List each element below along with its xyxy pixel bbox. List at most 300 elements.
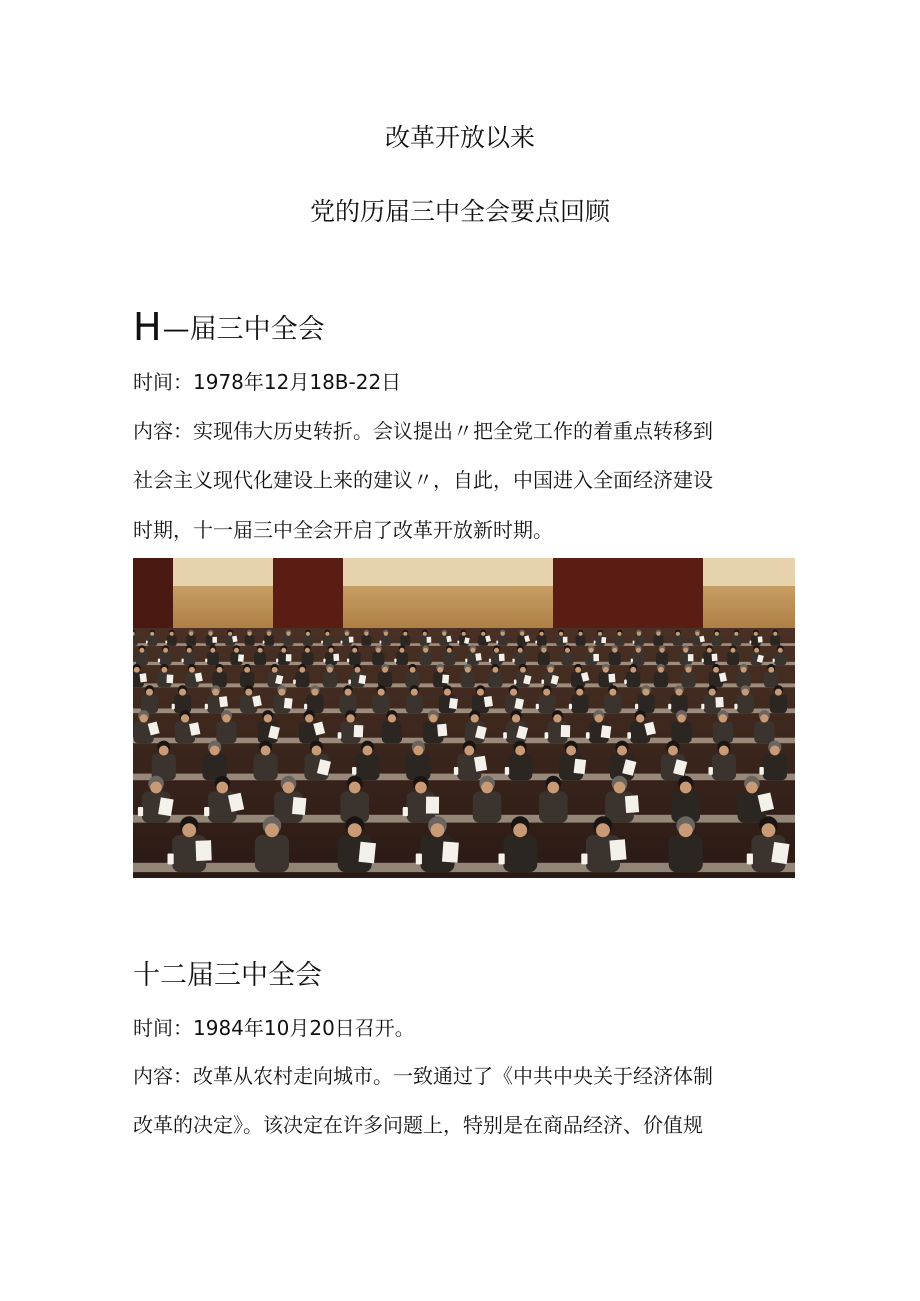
delegate-face bbox=[413, 746, 423, 756]
tea-cup bbox=[631, 659, 633, 663]
paper bbox=[442, 675, 449, 684]
paper bbox=[437, 724, 447, 737]
delegate-body bbox=[669, 835, 703, 872]
delegate-face bbox=[492, 667, 498, 673]
delegate-body bbox=[406, 694, 423, 713]
paper bbox=[426, 797, 439, 814]
delegate-face bbox=[352, 648, 357, 653]
tea-cup bbox=[165, 641, 167, 644]
paper bbox=[442, 842, 459, 863]
section-content-line: 改革的决定》。该决定在许多问题上，特别是在商品经济、价值规 bbox=[133, 1113, 703, 1137]
delegate-face bbox=[603, 667, 609, 673]
delegate-face bbox=[305, 714, 313, 722]
delegate-body bbox=[186, 635, 196, 646]
delegate-body bbox=[727, 652, 739, 665]
paper bbox=[561, 725, 571, 737]
delegate-body bbox=[136, 652, 148, 665]
delegate-body bbox=[133, 635, 138, 646]
delegate-face bbox=[680, 782, 692, 794]
tea-cup bbox=[263, 641, 265, 644]
delegate-body bbox=[737, 694, 754, 713]
delegate-body bbox=[713, 721, 733, 743]
tea-cup bbox=[747, 854, 753, 865]
document-title-line1: 改革开放以来 bbox=[384, 123, 535, 152]
delegate-body bbox=[514, 652, 526, 665]
delegate-face bbox=[520, 632, 524, 636]
delegate-body bbox=[538, 652, 550, 665]
delegate-face bbox=[630, 667, 636, 673]
paper bbox=[212, 637, 217, 643]
tea-cup bbox=[702, 659, 704, 663]
delegate-body bbox=[615, 635, 625, 646]
tea-cup bbox=[454, 767, 458, 775]
delegate-face bbox=[676, 632, 680, 636]
delegate-face bbox=[609, 689, 616, 696]
tea-cup bbox=[138, 807, 143, 816]
delegate-face bbox=[181, 714, 189, 722]
delegate-face bbox=[311, 689, 318, 696]
delegate-body bbox=[382, 721, 402, 743]
delegate-body bbox=[372, 652, 384, 665]
delegate-face bbox=[770, 746, 780, 756]
tea-cup bbox=[624, 680, 627, 685]
delegate-face bbox=[746, 782, 758, 794]
delegate-face bbox=[768, 667, 774, 673]
delegate-body bbox=[508, 754, 532, 780]
delegate-body bbox=[323, 672, 337, 688]
delegate-face bbox=[471, 714, 479, 722]
delegate-face bbox=[170, 632, 174, 636]
delegate-face bbox=[513, 823, 527, 837]
delegate-face bbox=[345, 632, 349, 636]
paper bbox=[484, 696, 493, 707]
tea-cup bbox=[457, 641, 459, 644]
delegate-face bbox=[140, 714, 148, 722]
section-content-line: 时期，十一届三中全会开启了改革开放新时期。 bbox=[133, 518, 553, 542]
delegate-face bbox=[189, 632, 193, 636]
delegate-body bbox=[654, 672, 668, 688]
tea-cup bbox=[182, 659, 184, 663]
tea-cup bbox=[204, 807, 209, 816]
delegate-face bbox=[642, 689, 649, 696]
tea-cup bbox=[668, 704, 671, 709]
tea-cup bbox=[759, 767, 763, 775]
delegate-body bbox=[183, 652, 195, 665]
tea-cup bbox=[394, 659, 396, 663]
tea-cup bbox=[352, 767, 356, 775]
paper bbox=[349, 637, 354, 643]
tea-cup bbox=[146, 641, 148, 644]
paper bbox=[358, 675, 366, 684]
delegate-face bbox=[244, 667, 250, 673]
tea-cup bbox=[535, 641, 537, 644]
delegate-body bbox=[763, 754, 787, 780]
delegate-face bbox=[760, 714, 768, 722]
delegate-face bbox=[731, 648, 736, 653]
delegate-body bbox=[774, 652, 786, 665]
delegate-body bbox=[340, 694, 357, 713]
delegate-face bbox=[281, 648, 286, 653]
delegate-body bbox=[216, 721, 236, 743]
delegate-face bbox=[464, 746, 474, 756]
tea-cup bbox=[505, 767, 509, 775]
delegate-face bbox=[447, 648, 452, 653]
delegate-body bbox=[671, 694, 688, 713]
delegate-face bbox=[228, 632, 232, 636]
delegate-face bbox=[559, 632, 563, 636]
delegate-face bbox=[410, 667, 416, 673]
curtain-right bbox=[553, 558, 703, 636]
tea-cup bbox=[341, 641, 343, 644]
delegate-face bbox=[778, 648, 783, 653]
delegate-face bbox=[676, 689, 683, 696]
tea-cup bbox=[545, 732, 549, 738]
delegate-body bbox=[770, 694, 787, 713]
delegate-face bbox=[668, 746, 678, 756]
delegate-body bbox=[400, 635, 410, 646]
tea-cup bbox=[749, 641, 751, 644]
delegate-face bbox=[470, 648, 475, 653]
delegate-body bbox=[255, 835, 289, 872]
delegate-face bbox=[382, 667, 388, 673]
delegate-face bbox=[216, 782, 228, 794]
delegate-face bbox=[695, 632, 699, 636]
heading-prefix: H bbox=[133, 305, 163, 349]
delegate-body bbox=[561, 652, 573, 665]
delegate-face bbox=[679, 823, 693, 837]
delegate-body bbox=[147, 635, 157, 646]
delegate-face bbox=[510, 689, 517, 696]
paper bbox=[593, 654, 599, 661]
delegate-face bbox=[518, 648, 523, 653]
delegate-face bbox=[222, 714, 230, 722]
delegate-face bbox=[134, 667, 140, 673]
delegate-face bbox=[677, 714, 685, 722]
delegate-face bbox=[384, 632, 388, 636]
paper bbox=[574, 759, 587, 774]
delegate-body bbox=[212, 672, 226, 688]
delegate-face bbox=[541, 648, 546, 653]
delegate-face bbox=[543, 689, 550, 696]
delegate-face bbox=[163, 648, 168, 653]
tea-cup bbox=[503, 732, 507, 738]
delegate-body bbox=[653, 635, 663, 646]
delegate-body bbox=[671, 721, 691, 743]
paper bbox=[563, 637, 568, 643]
delegate-face bbox=[660, 648, 665, 653]
tea-cup bbox=[701, 704, 704, 709]
section-content-line: 内容：实现伟大历史转折。会议提出〃把全党工作的着重点转移到 bbox=[133, 419, 713, 443]
paper bbox=[499, 654, 505, 661]
delegate-body bbox=[473, 791, 502, 822]
paper bbox=[284, 698, 293, 709]
paper bbox=[427, 637, 432, 643]
paper bbox=[286, 654, 292, 661]
delegate-body bbox=[461, 672, 475, 688]
tea-cup bbox=[594, 641, 596, 644]
section-content-line: 内容：改革从农村走向城市。一致通过了《中共中央关于经济体制 bbox=[133, 1064, 713, 1088]
delegate-body bbox=[303, 635, 313, 646]
delegate-body bbox=[538, 694, 555, 713]
delegate-face bbox=[481, 782, 493, 794]
delegate-body bbox=[160, 652, 172, 665]
delegate-face bbox=[355, 667, 361, 673]
delegate-body bbox=[396, 652, 408, 665]
tea-cup bbox=[380, 641, 382, 644]
delegate-body bbox=[245, 635, 255, 646]
paper bbox=[601, 725, 612, 738]
delegate-face bbox=[540, 632, 544, 636]
tea-cup bbox=[499, 854, 505, 865]
delegate-body bbox=[712, 754, 736, 780]
delegate-face bbox=[286, 632, 290, 636]
delegate-face bbox=[595, 714, 603, 722]
paper bbox=[688, 654, 694, 661]
delegate-face bbox=[283, 782, 295, 794]
delegate-face bbox=[345, 689, 352, 696]
delegate-face bbox=[612, 648, 617, 653]
paper bbox=[474, 756, 487, 772]
delegate-face bbox=[265, 823, 279, 837]
delegate-face bbox=[388, 714, 396, 722]
delegate-face bbox=[754, 648, 759, 653]
delegate-face bbox=[264, 714, 272, 722]
delegate-face bbox=[566, 746, 576, 756]
meeting-photo bbox=[133, 558, 795, 878]
paper bbox=[359, 842, 376, 864]
delegate-face bbox=[423, 632, 427, 636]
delegate-face bbox=[325, 632, 329, 636]
delegate-face bbox=[754, 632, 758, 636]
document-title-line2: 党的历届三中全会要点回顾 bbox=[309, 197, 610, 226]
delegate-face bbox=[437, 667, 443, 673]
delegate-body bbox=[604, 694, 621, 713]
delegate-face bbox=[773, 632, 777, 636]
delegate-face bbox=[209, 632, 213, 636]
delegate-face bbox=[494, 648, 499, 653]
paper bbox=[238, 654, 244, 662]
delegate-face bbox=[617, 632, 621, 636]
delegate-body bbox=[609, 652, 621, 665]
delegate-body bbox=[254, 652, 266, 665]
delegate-body bbox=[656, 652, 668, 665]
delegate-face bbox=[719, 714, 727, 722]
delegate-face bbox=[210, 648, 215, 653]
delegate-face bbox=[161, 667, 167, 673]
delegate-face bbox=[686, 667, 692, 673]
tea-cup bbox=[338, 732, 342, 738]
delegate-body bbox=[349, 652, 361, 665]
delegate-face bbox=[150, 632, 154, 636]
delegate-body bbox=[576, 635, 586, 646]
delegate-face bbox=[189, 667, 195, 673]
delegate-face bbox=[423, 648, 428, 653]
tea-cup bbox=[489, 659, 491, 663]
delegate-body bbox=[207, 652, 219, 665]
delegate-face bbox=[617, 746, 627, 756]
delegate-face bbox=[305, 648, 310, 653]
tea-cup bbox=[569, 704, 572, 709]
delegate-body bbox=[264, 635, 274, 646]
delegate-face bbox=[400, 648, 405, 653]
delegate-face bbox=[364, 632, 368, 636]
delegate-face bbox=[598, 632, 602, 636]
delegate-face bbox=[501, 632, 505, 636]
delegate-face bbox=[719, 746, 729, 756]
tea-cup bbox=[514, 680, 517, 685]
delegate-face bbox=[415, 782, 427, 794]
tea-cup bbox=[541, 680, 544, 685]
delegate-face bbox=[741, 667, 747, 673]
paper bbox=[758, 636, 763, 642]
paper bbox=[475, 653, 481, 661]
delegate-face bbox=[430, 823, 444, 837]
delegate-body bbox=[378, 672, 392, 688]
delegate-body bbox=[253, 754, 277, 780]
delegate-face bbox=[261, 746, 271, 756]
delegate-face bbox=[348, 823, 362, 837]
meeting-photo-illustration bbox=[133, 558, 795, 878]
delegate-face bbox=[146, 689, 153, 696]
delegate-body bbox=[167, 635, 177, 646]
delegate-body bbox=[498, 635, 508, 646]
section-time: 时间：1984年10月20日召开。 bbox=[133, 1016, 415, 1040]
delegate-body bbox=[488, 672, 502, 688]
delegate-face bbox=[217, 667, 223, 673]
delegate-face bbox=[512, 714, 520, 722]
delegate-face bbox=[636, 648, 641, 653]
delegate-face bbox=[614, 782, 626, 794]
delegate-face bbox=[658, 667, 664, 673]
tea-cup bbox=[496, 641, 498, 644]
delegate-body bbox=[626, 672, 640, 688]
delegate-body bbox=[634, 635, 644, 646]
delegate-face bbox=[329, 648, 334, 653]
delegate-face bbox=[245, 689, 252, 696]
tea-cup bbox=[168, 854, 174, 865]
delegate-face bbox=[713, 667, 719, 673]
delegate-face bbox=[312, 746, 322, 756]
delegate-face bbox=[742, 689, 749, 696]
delegate-face bbox=[248, 632, 252, 636]
delegate-face bbox=[376, 648, 381, 653]
paper bbox=[771, 842, 789, 864]
tea-cup bbox=[536, 704, 539, 709]
delegate-face bbox=[378, 689, 385, 696]
delegate-face bbox=[520, 667, 526, 673]
delegate-face bbox=[182, 823, 196, 837]
delegate-body bbox=[770, 635, 780, 646]
delegate-face bbox=[775, 689, 782, 696]
delegate-face bbox=[258, 648, 263, 653]
delegate-body bbox=[503, 835, 537, 872]
delegate-face bbox=[575, 667, 581, 673]
delegate-face bbox=[234, 648, 239, 653]
paper bbox=[449, 698, 458, 709]
delegate-face bbox=[715, 632, 719, 636]
paper bbox=[333, 654, 339, 661]
delegate-face bbox=[465, 667, 471, 673]
delegate-body bbox=[405, 672, 419, 688]
heading-text: —届三中全会 bbox=[162, 314, 325, 345]
delegate-face bbox=[481, 632, 485, 636]
delegate-face bbox=[403, 632, 407, 636]
delegate-body bbox=[322, 635, 332, 646]
delegate-face bbox=[548, 667, 554, 673]
delegate-face bbox=[210, 746, 220, 756]
delegate-body bbox=[355, 754, 379, 780]
tea-cup bbox=[276, 659, 278, 663]
delegate-face bbox=[442, 632, 446, 636]
tea-cup bbox=[708, 767, 712, 775]
delegate-body bbox=[443, 652, 455, 665]
curtain-left bbox=[273, 558, 343, 633]
delegate-face bbox=[179, 689, 186, 696]
tea-cup bbox=[205, 704, 208, 709]
delegate-face bbox=[150, 782, 162, 794]
delegate-face bbox=[636, 714, 644, 722]
paper bbox=[601, 637, 606, 643]
delegate-face bbox=[444, 689, 451, 696]
delegate-face bbox=[429, 714, 437, 722]
tea-cup bbox=[347, 659, 349, 663]
delegate-face bbox=[327, 667, 333, 673]
delegate-body bbox=[736, 672, 750, 688]
paper bbox=[712, 654, 718, 661]
tea-cup bbox=[172, 704, 175, 709]
tea-cup bbox=[627, 732, 631, 738]
delegate-face bbox=[515, 746, 525, 756]
delegate-face bbox=[656, 632, 660, 636]
tea-cup bbox=[633, 641, 635, 644]
delegate-face bbox=[565, 648, 570, 653]
tea-cup bbox=[323, 659, 325, 663]
tea-cup bbox=[513, 659, 515, 663]
delegate-face bbox=[187, 648, 192, 653]
paper bbox=[292, 797, 306, 815]
delegate-face bbox=[299, 667, 305, 673]
delegate-face bbox=[278, 689, 285, 696]
delegate-face bbox=[579, 632, 583, 636]
paper bbox=[609, 839, 626, 860]
delegate-body bbox=[539, 791, 568, 822]
delegate-face bbox=[761, 823, 775, 837]
tea-cup bbox=[416, 854, 422, 865]
delegate-body bbox=[420, 652, 432, 665]
tea-cup bbox=[348, 680, 351, 685]
tea-cup bbox=[581, 854, 587, 865]
paper bbox=[219, 696, 228, 707]
delegate-body bbox=[681, 672, 695, 688]
tea-cup bbox=[293, 680, 296, 685]
tea-cup bbox=[465, 659, 467, 663]
delegate-body bbox=[537, 635, 547, 646]
section-content-line: 社会主义现代化建设上来的建议〃，自此，中国进入全面经济建设 bbox=[133, 468, 713, 492]
delegate-face bbox=[362, 746, 372, 756]
delegate-body bbox=[381, 635, 391, 646]
delegate-body bbox=[754, 721, 774, 743]
paper bbox=[158, 797, 174, 816]
tea-cup bbox=[158, 659, 160, 663]
desk-row bbox=[133, 708, 795, 713]
delegate-face bbox=[709, 689, 716, 696]
paper bbox=[140, 673, 147, 682]
paper bbox=[608, 674, 615, 683]
delegate-body bbox=[571, 694, 588, 713]
delegate-body bbox=[295, 672, 309, 688]
delegate-face bbox=[267, 632, 271, 636]
paper bbox=[166, 674, 173, 683]
